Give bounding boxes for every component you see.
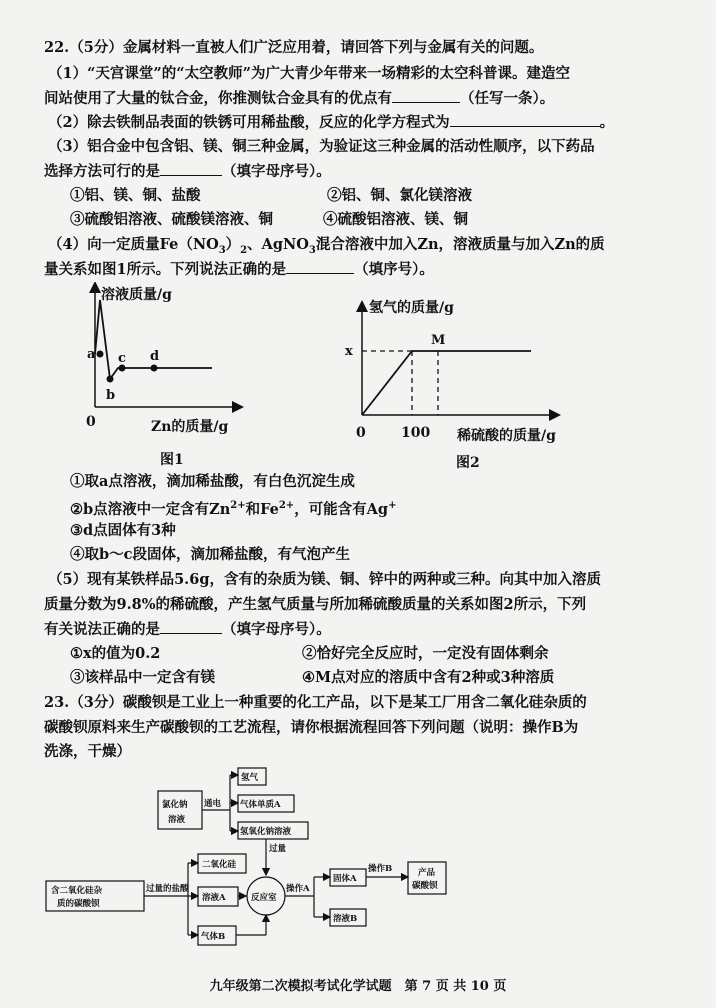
q22-part4-line1: （4）向一定质量$Fe(NO_3)_2$、AgNO$_3$混合溶液中加入Zn，溶液质量与加入Zn的质 — [48, 236, 605, 256]
fig2-ylabel: 氢气的质量/g — [369, 300, 454, 316]
fig1-caption: 图1 — [160, 452, 184, 468]
answer-blank[interactable] — [450, 112, 600, 127]
q23-line1: 23.（3分）碳酸钡是工业上一种重要的化工产品，以下是某工厂用含二氧化硅杂质的 — [44, 694, 587, 711]
operation-a-label: 操作A — [286, 884, 310, 894]
answer-blank[interactable] — [160, 161, 222, 176]
line — [362, 351, 531, 415]
sio2-label: 二氧化硅 — [202, 860, 237, 870]
q22-3-option-3: ③硫酸铝溶液、硫酸镁溶液、铜 — [70, 211, 273, 228]
point-b — [107, 376, 114, 383]
q22-part5-line3: 有关说法正确的是 （填字母序号）。 — [44, 621, 331, 638]
label-m: M — [431, 333, 446, 348]
q23-line2: 碳酸钡原料来生产碳酸钡的工艺流程，请你根据流程回答下列问题（说明：操作B为 — [44, 719, 579, 736]
q22-5-option-4: ④M点对应的溶质中含有2种或3种溶质 — [302, 669, 555, 686]
electrolysis-label: 通电 — [204, 799, 222, 809]
solution-a-label: 溶液A — [202, 893, 226, 903]
q22-4-option-2: ②b点溶液中一定含有$Zn^{2+}$和$Fe^{2+}$，可能含有Ag+ — [70, 500, 397, 518]
x-tick-100: 100 — [401, 425, 431, 441]
answer-blank[interactable] — [392, 88, 460, 103]
q22-5-option-2: ②恰好完全反应时，一定没有固体剩余 — [302, 645, 549, 662]
q22-4-option-3: ③d点固体有3种 — [70, 522, 176, 539]
q22-5-option-3: ③该样品中一定含有镁 — [70, 669, 215, 686]
product-label-1: 产品 — [418, 868, 436, 878]
q22-4-option-4: ④取b～c段固体，滴加稀盐酸，有气泡产生 — [70, 546, 350, 563]
fig2-caption: 图2 — [456, 455, 480, 471]
nacl-label-1: 氯化钠 — [162, 800, 188, 810]
q22-4-option-1: ①取a点溶液，滴加稀盐酸，有白色沉淀生成 — [70, 473, 355, 490]
label-d: d — [150, 349, 160, 364]
label-b: b — [106, 388, 116, 403]
q22-5-option-1: ①x的值为0.2 — [70, 645, 161, 662]
page-footer: 九年级第二次模拟考试化学试题 第 7 页 共 10 页 — [209, 979, 507, 994]
gas-a-label: 气体单质A — [240, 800, 281, 810]
raw-material-label-1: 含二氧化硅杂 — [51, 886, 103, 896]
y-tick-x: x — [345, 344, 353, 359]
naoh-label: 氢氧化钠溶液 — [240, 827, 292, 837]
product-label-2: 碳酸钡 — [412, 881, 438, 891]
nacl-label-2: 溶液 — [168, 815, 186, 825]
solid-a-label: 固体A — [333, 874, 357, 884]
point-d — [151, 365, 158, 372]
label-a: a — [87, 347, 96, 362]
point-a — [97, 351, 104, 358]
q22-part2: （2）除去铁制品表面的铁锈可用稀盐酸，反应的化学方程式为 。 — [48, 114, 615, 131]
q22-part3-line1: （3）铝合金中包含铝、镁、铜三种金属，为验证这三种金属的活动性顺序，以下药品 — [48, 138, 595, 155]
q22-3-option-1: ①铝、镁、铜、盐酸 — [70, 187, 201, 204]
raw-material-label-2: 质的碳酸钡 — [57, 899, 100, 909]
label-c: c — [118, 351, 126, 366]
fig2-xlabel: 稀硫酸的质量/g — [457, 428, 556, 444]
q22-part1-line1: （1）“天宫课堂”的“太空教师”为广大青少年带来一场精彩的太空科普课。建造空 — [48, 65, 570, 82]
fig1-ylabel: 溶液质量/g — [101, 287, 172, 303]
origin-label: 0 — [86, 414, 96, 430]
q22-3-option-2: ②铝、铜、氯化镁溶液 — [327, 187, 472, 204]
q22-part3-line2: 选择方法可行的是 （填字母序号）。 — [44, 163, 331, 180]
reactor-label: 反应室 — [251, 893, 277, 903]
answer-blank[interactable] — [160, 619, 222, 634]
q22-part5-line2: 质量分数为9.8%的稀硫酸，产生氢气质量与所加稀硫酸质量的关系如图2所示，下列 — [44, 596, 587, 613]
q22-title: 22.（5分）金属材料一直被人们广泛应用着，请回答下列与金属有关的问题。 — [44, 39, 544, 56]
q22-part5-line1: （5）现有某铁样品5.6g，含有的杂质为镁、铜、锌中的两种或三种。向其中加入溶质 — [48, 571, 601, 588]
operation-b-label: 操作B — [368, 864, 393, 874]
acid-label: 过量的盐酸 — [146, 884, 189, 894]
hydrogen-label: 氢气 — [241, 773, 259, 783]
gas-b-label: 气体B — [201, 932, 226, 942]
q22-part1-line2: 间站使用了大量的钛合金，你推测钛合金具有的优点有 （任写一条）。 — [44, 90, 555, 107]
q23-line3: 洗涤，干燥） — [44, 743, 131, 760]
solution-b-label: 溶液B — [333, 914, 358, 924]
excess-label: 过量 — [269, 844, 287, 854]
process-flow-diagram — [40, 765, 460, 955]
origin-label: 0 — [356, 425, 366, 441]
answer-blank[interactable] — [286, 259, 354, 274]
fig1-xlabel: Zn的质量/g — [151, 419, 229, 435]
q22-3-option-4: ④硫酸铝溶液、镁、铜 — [323, 211, 468, 228]
q22-part4-line2: 量关系如图1所示。下列说法正确的是 （填序号）。 — [44, 261, 434, 278]
